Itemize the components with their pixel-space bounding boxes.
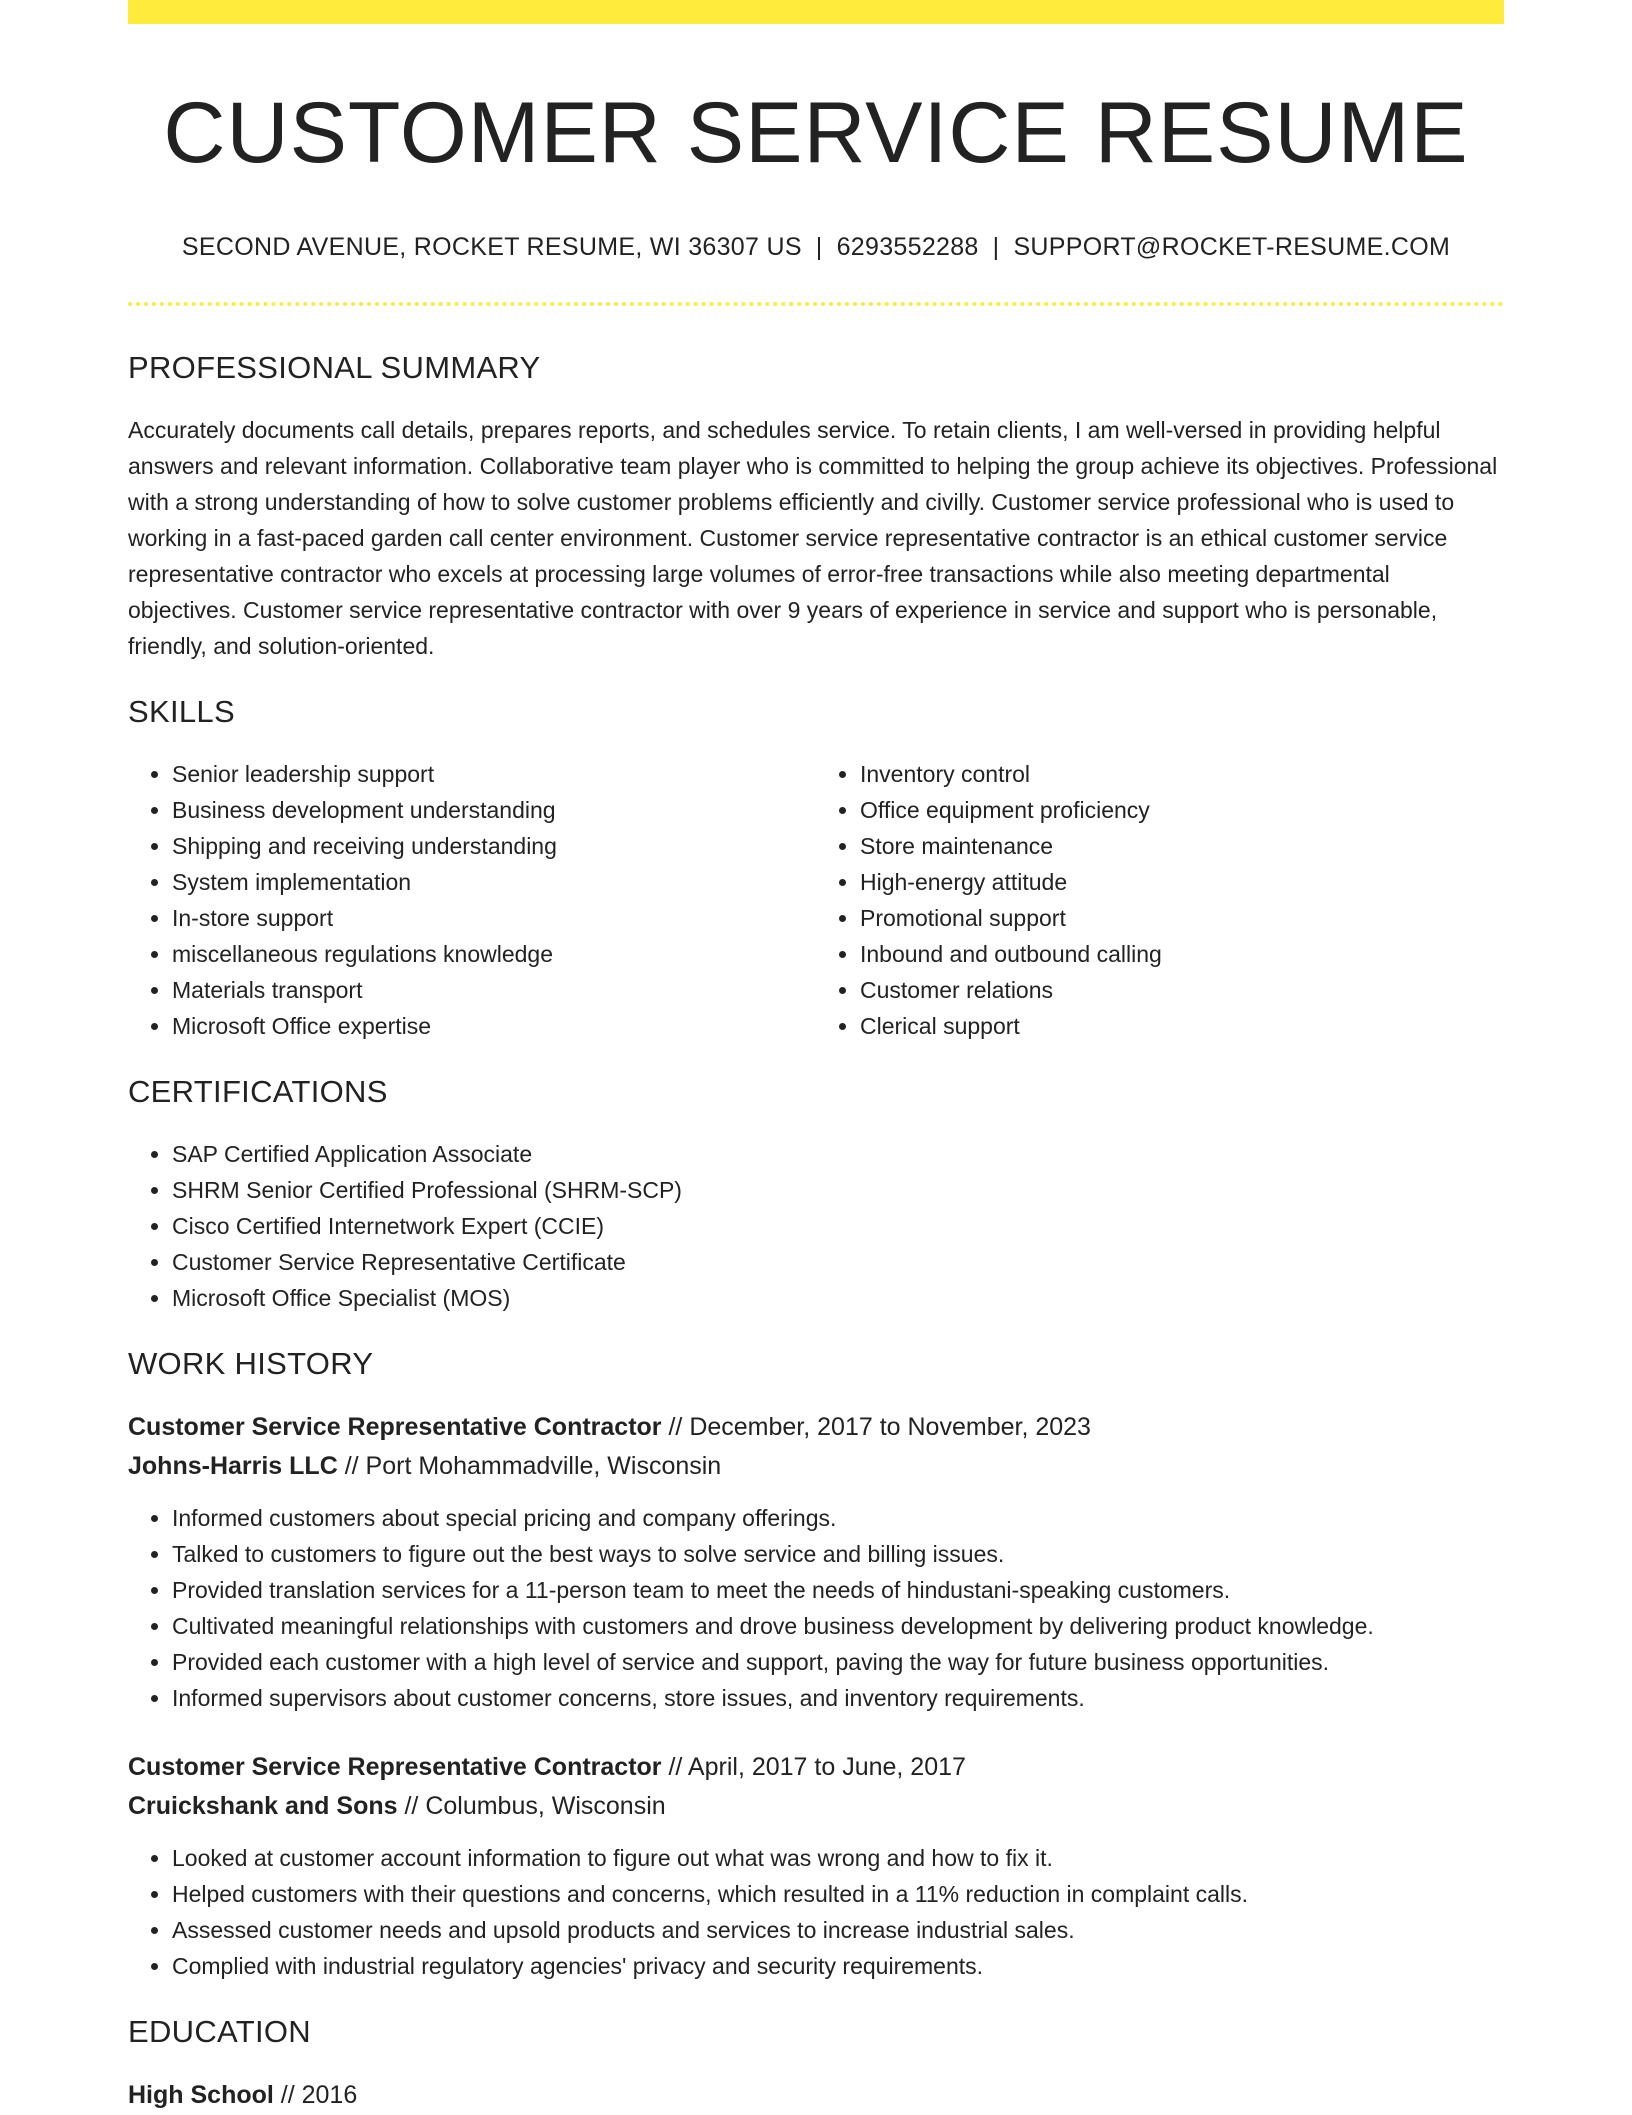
skills-list-left (128, 756, 816, 1044)
certification-item: • Microsoft Office Specialist (MOS) (172, 1280, 1504, 1316)
job-entry (128, 1748, 1504, 1984)
skill-item: • Shipping and receiving understanding (172, 828, 816, 864)
skill-item: • Customer relations (860, 972, 1504, 1008)
skill-item: • In-store support (172, 900, 816, 936)
job-entry (128, 1408, 1504, 1716)
job-company: Johns-Harris LLC (128, 1451, 338, 1480)
skill-item: • Business development understanding (172, 792, 816, 828)
certification-item: • Customer Service Representative Certificate (172, 1244, 1504, 1280)
job-role-line (128, 1748, 1504, 1787)
education-heading: EDUCATION (128, 2013, 311, 2049)
job-duty-item: • Cultivated meaningful relationships with customers and drove business development by delivering product knowledge. (172, 1608, 1504, 1644)
job-location: // Port Mohammadville, Wisconsin (337, 1451, 722, 1480)
contact-email: SUPPORT@ROCKET-RESUME.COM (1013, 232, 1451, 261)
job-duties-list (128, 1840, 1504, 1984)
summary-paragraph: Accurately documents call details, prepares reports, and schedules service. To retain clients, I am well-versed in providing helpful answers and relevant information. Collaborative team player who is committed to helping the group achieve its objectives. Professional with a strong understanding of how to solve customer problems efficiently and civilly. Customer service professional who is used to working in a fast-paced garden call center environment. Customer service representative contractor is an ethical customer service representative contractor who excels at processing large volumes of error-free transactions while also meeting departmental objectives. Customer service representative contractor with over 9 years of experience in service and support who is personable, friendly, and solution-oriented. (128, 416, 1498, 659)
education-year: // 2016 (273, 2080, 358, 2109)
skill-item: • System implementation (172, 864, 816, 900)
job-role: Customer Service Representative Contractor (128, 1412, 662, 1441)
education-entry (128, 2076, 1504, 2115)
skill-item: • Materials transport (172, 972, 816, 1008)
job-duty-item: • Assessed customer needs and upsold products and services to increase industrial sales. (172, 1912, 1504, 1948)
skill-item: • Promotional support (860, 900, 1504, 936)
job-duty-item: • Informed customers about special pricing and company offerings. (172, 1500, 1504, 1536)
contact-phone: 6293552288 (836, 232, 979, 261)
certification-item: • Cisco Certified Internetwork Expert (CCIE) (172, 1208, 1504, 1244)
skill-item: • miscellaneous regulations knowledge (172, 936, 816, 972)
skill-item: • Senior leadership support (172, 756, 816, 792)
job-duty-item: • Helped customers with their questions and concerns, which resulted in a 11% reduction in complaint calls. (172, 1876, 1504, 1912)
job-dates: // April, 2017 to June, 2017 (661, 1752, 966, 1781)
job-company-line (128, 1787, 1504, 1826)
skill-item: • Inbound and outbound calling (860, 936, 1504, 972)
certification-item: • SAP Certified Application Associate (172, 1136, 1504, 1172)
certifications-list (128, 1136, 1504, 1316)
accent-top-bar (128, 0, 1504, 24)
skill-item: • High-energy attitude (860, 864, 1504, 900)
dotted-divider (128, 302, 1504, 306)
certification-item: • SHRM Senior Certified Professional (SHRM-SCP) (172, 1172, 1504, 1208)
skill-item: • Clerical support (860, 1008, 1504, 1044)
job-duty-item: • Provided each customer with a high level of service and support, paving the way for future business opportunities. (172, 1644, 1504, 1680)
job-duty-item: • Informed supervisors about customer concerns, store issues, and inventory requirements. (172, 1680, 1504, 1716)
certifications-heading: CERTIFICATIONS (128, 1073, 388, 1109)
job-location: // Columbus, Wisconsin (397, 1791, 666, 1820)
summary-heading: PROFESSIONAL SUMMARY (128, 349, 541, 385)
job-duty-item: • Provided translation services for a 11-person team to meet the needs of hindustani-speaking customers. (172, 1572, 1504, 1608)
job-company: Cruickshank and Sons (128, 1791, 398, 1820)
job-dates: // December, 2017 to November, 2023 (661, 1412, 1091, 1441)
job-role: Customer Service Representative Contractor (128, 1752, 662, 1781)
skill-item: • Inventory control (860, 756, 1504, 792)
skill-item: • Office equipment proficiency (860, 792, 1504, 828)
contact-line (128, 233, 1504, 262)
resume-title: CUSTOMER SERVICE RESUME (163, 85, 1469, 181)
job-duties-list (128, 1500, 1504, 1716)
resume-page (128, 0, 1504, 2115)
contact-separator: | (815, 232, 823, 261)
work-history-heading: WORK HISTORY (128, 1345, 374, 1381)
contact-address: SECOND AVENUE, ROCKET RESUME, WI 36307 US (181, 232, 802, 261)
job-duty-item: • Complied with industrial regulatory agencies' privacy and security requirements. (172, 1948, 1504, 1984)
job-duty-item: • Looked at customer account information to figure out what was wrong and how to fix it. (172, 1840, 1504, 1876)
job-role-line (128, 1408, 1504, 1447)
job-duty-item: • Talked to customers to figure out the best ways to solve service and billing issues. (172, 1536, 1504, 1572)
skill-item: • Store maintenance (860, 828, 1504, 864)
job-company-line (128, 1447, 1504, 1486)
contact-separator: | (992, 232, 1000, 261)
skills-list-right (816, 756, 1504, 1044)
skill-item: • Microsoft Office expertise (172, 1008, 816, 1044)
skills-columns (128, 756, 1504, 1044)
skills-heading: SKILLS (128, 693, 235, 729)
education-degree: High School (128, 2080, 274, 2109)
